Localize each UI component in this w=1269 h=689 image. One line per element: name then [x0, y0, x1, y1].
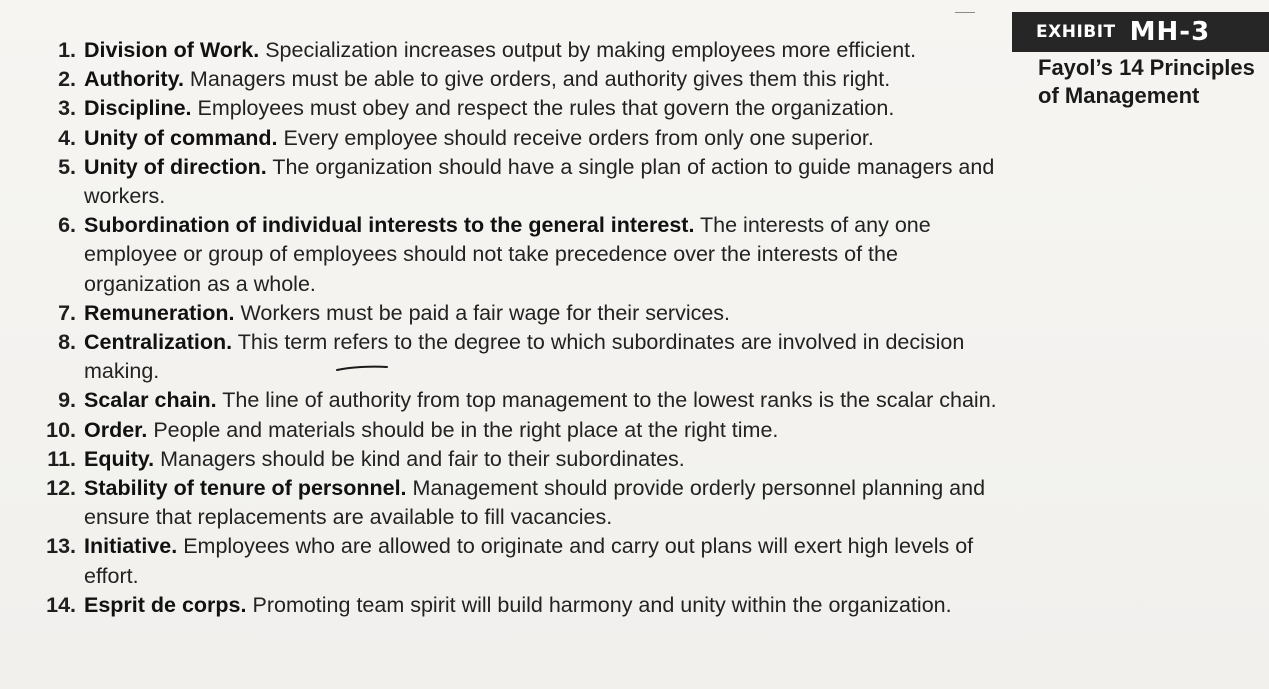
- principle-content: [84, 591, 1002, 620]
- principle-item: [22, 386, 1002, 415]
- pen-underline-mark: [336, 365, 388, 371]
- principle-term: Centralization.: [84, 330, 233, 355]
- principle-number: 14.: [46, 592, 76, 617]
- principle-term: Equity.: [84, 446, 155, 471]
- principle-term: Scalar chain.: [84, 388, 217, 413]
- principle-term: Esprit de corps.: [84, 592, 247, 617]
- principle-term: Stability of tenure of personnel.: [84, 476, 407, 501]
- principle-item: [22, 36, 1002, 65]
- principle-description: The interests of any one employee or group of employees should not take precedence over the interests of the organization as a whole.: [84, 213, 931, 296]
- principle-item: [22, 299, 1002, 328]
- principle-term: Unity of direction.: [84, 154, 267, 179]
- principle-item: [22, 591, 1002, 620]
- principle-content: [84, 65, 1002, 94]
- principle-description: This term refers to the degree to which subordinates are involved in decision making.: [84, 330, 965, 384]
- principle-term: Division of Work.: [84, 38, 260, 62]
- principle-content: [84, 386, 1002, 415]
- principle-term: Remuneration.: [84, 300, 235, 325]
- principle-term: Initiative.: [84, 534, 178, 559]
- principle-number: 4.: [58, 125, 76, 150]
- principle-content: [84, 474, 1002, 532]
- exhibit-label: EXHIBIT: [1036, 22, 1116, 42]
- principle-description: Employees must obey and respect the rules that govern the organization.: [197, 96, 895, 121]
- principle-term: Authority.: [84, 67, 184, 92]
- top-rule-line: [955, 12, 975, 13]
- principle-description: Every employee should receive orders from only one superior.: [283, 125, 874, 150]
- principle-description: The organization should have a single plan of action to guide managers and workers.: [84, 154, 995, 209]
- principle-description: Promoting team spirit will build harmony and unity within the organization.: [252, 592, 952, 617]
- exhibit-title: Fayol’s 14 Principles of Management: [1038, 55, 1255, 108]
- principle-term: Subordination of individual interests to the general interest.: [84, 213, 695, 238]
- principle-number: 9.: [58, 388, 76, 413]
- principle-item: [22, 124, 1002, 153]
- principle-content: [84, 299, 1002, 328]
- exhibit-header-box: [1012, 12, 1269, 52]
- principle-item: [22, 474, 1002, 532]
- principle-description: Management should provide orderly personnel planning and ensure that replacements are available to fill vacancies.: [84, 476, 986, 530]
- principle-item: [22, 153, 1002, 211]
- principle-description: Workers must be paid a fair wage for their services.: [240, 300, 731, 325]
- exhibit-id: MH-3: [1129, 17, 1211, 47]
- principle-number: 11.: [47, 446, 76, 471]
- principle-number: 2.: [58, 67, 76, 92]
- principles-list: [22, 36, 1002, 620]
- principle-content: [84, 445, 1002, 474]
- principle-number: 8.: [58, 330, 76, 355]
- principle-content: [84, 211, 1002, 299]
- principle-description: Specialization increases output by making employees more efficient.: [265, 38, 917, 62]
- principle-number: 12.: [46, 476, 76, 501]
- principle-description: Managers should be kind and fair to their subordinates.: [160, 446, 685, 471]
- principle-item: [22, 445, 1002, 474]
- principle-description: Managers must be able to give orders, and authority gives them this right.: [189, 67, 891, 92]
- principle-term: Order.: [84, 417, 148, 442]
- principle-term: Discipline.: [84, 96, 192, 121]
- principle-content: [84, 532, 1002, 590]
- principle-number: 10.: [46, 417, 76, 442]
- principle-description: People and materials should be in the right place at the right time.: [153, 417, 779, 442]
- principle-number: 13.: [46, 534, 76, 559]
- principle-content: [84, 153, 1002, 211]
- principle-number: 1.: [58, 38, 76, 62]
- principle-item: [22, 532, 1002, 590]
- principle-number: 7.: [58, 300, 76, 325]
- principle-description: Employees who are allowed to originate and carry out plans will exert high levels of effort.: [84, 534, 974, 588]
- principle-content: [84, 416, 1002, 445]
- principle-item: [22, 416, 1002, 445]
- principle-item: [22, 94, 1002, 123]
- principle-description: The line of authority from top management to the lowest ranks is the scalar chain.: [222, 388, 997, 413]
- principle-item: [22, 211, 1002, 299]
- principle-content: [84, 36, 1002, 65]
- principle-number: 6.: [58, 213, 76, 238]
- principle-term: Unity of command.: [84, 125, 278, 150]
- principle-content: [84, 328, 1002, 386]
- principle-item: [22, 328, 1002, 386]
- principle-number: 3.: [58, 96, 76, 121]
- principle-number: 5.: [58, 154, 76, 179]
- principle-item: [22, 65, 1002, 94]
- principle-content: [84, 124, 1002, 153]
- principle-content: [84, 94, 1002, 123]
